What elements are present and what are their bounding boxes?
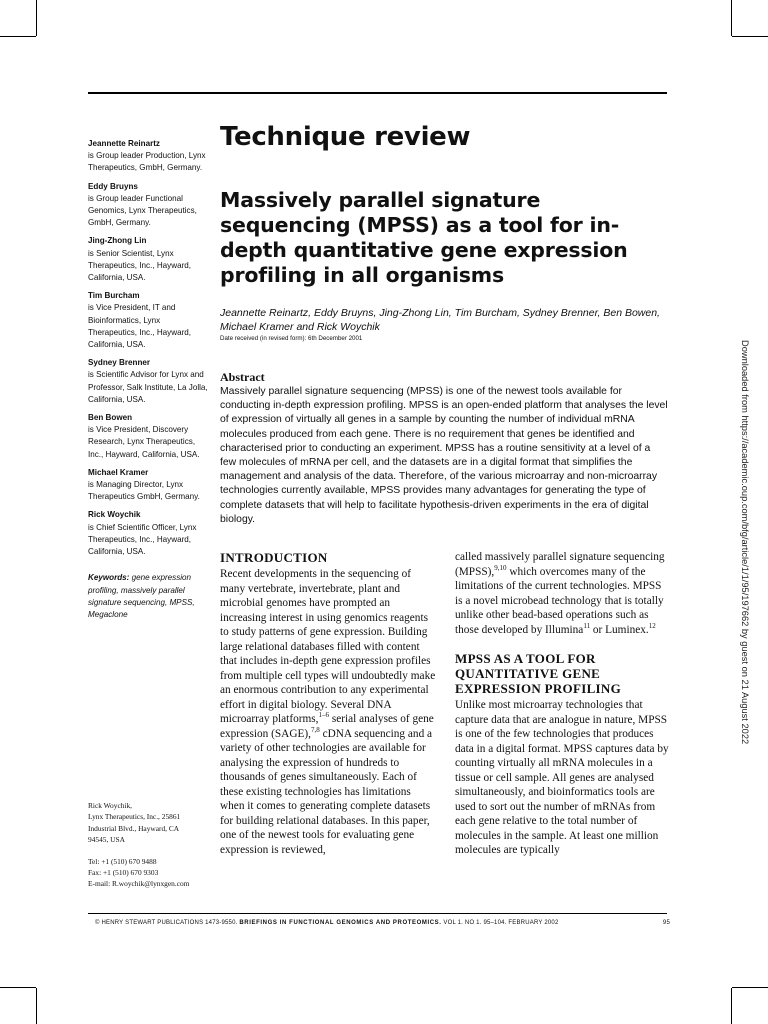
page-footer	[95, 920, 670, 926]
keywords-text: gene expression profiling, massively parallel signature sequencing, MPSS, Megaclone	[88, 573, 195, 619]
crop-mark	[731, 988, 732, 1024]
author-role: is Managing Director, Lynx Therapeutics GmbH, Germany.	[88, 480, 200, 502]
author-entry	[88, 509, 210, 558]
crop-mark	[731, 0, 732, 36]
crop-mark	[36, 0, 37, 36]
date-received: Date received (in revised form): 6th December 2001	[220, 335, 363, 342]
author-name: Eddy Bruyns	[88, 181, 138, 191]
author-entry	[88, 412, 210, 461]
text-run: or Luminex.	[590, 623, 649, 636]
author-name: Rick Woychik	[88, 510, 141, 520]
author-entry	[88, 357, 210, 406]
download-notice-text: Downloaded from https://academic.oup.com/bfg/article/1/1/95/197662 by guest on 21 August 2022	[740, 340, 750, 745]
citation: 12	[648, 621, 656, 630]
author-entry	[88, 181, 210, 230]
author-role: is Senior Scientist, Lynx Therapeutics, Inc., Hayward, California, USA.	[88, 248, 192, 283]
citation: 9,10	[494, 563, 507, 572]
citation: 7,8	[311, 725, 320, 734]
intro-paragraph	[220, 567, 436, 857]
author-role: is Chief Scientific Officer, Lynx Therapeutics, Inc., Hayward, California, USA.	[88, 522, 197, 557]
keywords-label: Keywords:	[88, 573, 130, 583]
author-role: is Group leader Production, Lynx Therapeutics, GmbH, Germany.	[88, 151, 206, 173]
text-run: called massively parallel signature sequencing (MPSS),	[455, 551, 665, 578]
author-name: Jing-Zhong Lin	[88, 236, 147, 246]
section2-heading: MPSS AS A TOOL FOR QUANTITATIVE GENE EXPRESSION PROFILING	[455, 651, 621, 696]
author-sidebar	[88, 138, 210, 621]
abstract-heading: Abstract	[220, 370, 265, 384]
article-authors: Jeannette Reinartz, Eddy Bruyns, Jing-Zhong Lin, Tim Burcham, Sydney Brenner, Ben Bowen, Michael Kramer and Rick Woychik	[220, 307, 660, 333]
contact-address: 94545, USA	[88, 835, 125, 845]
crop-mark	[732, 987, 768, 988]
author-role: is Scientific Advisor for Lynx and Professor, Salk Institute, La Jolla, California, USA.	[88, 370, 208, 404]
text-run: Recent developments in the sequencing of many vertebrate, invertebrate, plant and microbial genomes have prompted an increasing interest in using genomics reagents to study patterns of gene expression. Building large relational databases filled with content that includes in-depth gene expression profiles from multiple cell types will undoubtedly make an enormous contribution to any experimental effort in digital biology. Several DNA microarray platforms,	[220, 568, 436, 725]
author-role: is Vice President, IT and Bioinformatics, Lynx Therapeutics, Inc., Hayward, California, USA.	[88, 303, 192, 350]
citation: 1–6	[318, 711, 329, 719]
text-run: serial analyses of gene expression (SAGE),	[220, 713, 434, 740]
section-label: Technique review	[220, 122, 471, 152]
author-entry	[88, 467, 210, 504]
body-column-left	[220, 550, 436, 857]
author-name: Jeannette Reinartz	[88, 139, 160, 148]
crop-mark	[0, 36, 36, 37]
citation: 11	[583, 621, 591, 630]
footer-issue: VOL 1. NO 1. 95–104. FEBRUARY 2002	[443, 920, 559, 926]
correspondence-address	[88, 800, 213, 890]
keywords	[88, 572, 210, 621]
crop-mark	[36, 988, 37, 1024]
text-run: which overcomes many of the limitations of the current technologies. MPSS is a novel microbead technology that is totally unlike other bead-based operations such as those developed by Illumina	[455, 565, 664, 636]
article-title: Massively parallel signature sequencing (MPSS) as a tool for in-depth quantitative gene expression profiling in all organisms	[220, 188, 628, 287]
body-column-right	[455, 550, 671, 858]
abstract-text: Massively parallel signature sequencing (MPSS) is one of the newest tools available for conducting in-depth expression profiling. MPSS is an open-ended platform that analyses the level of expression of virtually all genes in a sample by counting the number of individual mRNA molecules produced from each gene. There is no requirement that genes be identified and characterised prior to conducting an experiment. MPSS has a routine sensitivity at a level of a few molecules of mRNA per cell, and the datasets are in a digital format that simplifies the management and analysis of the data. Therefore, of the various microarray and non-microarray technologies currently available, MPSS provides many advantages for generating the type of complete datasets that will help to facilitate hypothesis-driven experiments in the era of digital biology.	[220, 386, 668, 525]
contact-address: Lynx Therapeutics, Inc., 25861	[88, 812, 181, 822]
footer-journal: BRIEFINGS IN FUNCTIONAL GENOMICS AND PROTEOMICS.	[239, 920, 442, 926]
contact-name: Rick Woychik,	[88, 801, 133, 810]
author-role: is Vice President, Discovery Research, Lynx Therapeutics, Inc., Hayward, California, USA.	[88, 425, 200, 459]
author-name: Tim Burcham	[88, 291, 140, 301]
footer-rule	[88, 913, 667, 914]
download-notice	[738, 340, 758, 745]
section-label-wrap	[220, 120, 670, 154]
author-name: Ben Bowen	[88, 413, 133, 423]
crop-mark	[732, 36, 768, 37]
page-number: 95	[662, 920, 670, 926]
contact-fax: Fax: +1 (510) 670 9303	[88, 868, 159, 878]
contact-email: E-mail: R.woychik@lynxgen.com	[88, 879, 190, 889]
section2-paragraph: Unlike most microarray technologies that capture data that are analogue in nature, MPSS is one of the few technologies that produces data in a digital format. MPSS captures data by counting virtually all mRNA molecules in a tissue or cell sample. All genes are analysed simultaneously, and bioinformatics tools are used to sort out the number of mRNAs from each gene relative to the total number of molecules in the sample. At least one million molecules are typically	[455, 699, 669, 856]
author-name: Sydney Brenner	[88, 358, 151, 368]
intro-heading: INTRODUCTION	[220, 550, 328, 565]
text-run: cDNA sequencing and a variety of other technologies are available for analysing the expression of hundreds to thousands of genes simultaneously. Each of these existing technologies has limitations when it comes to generating complete datasets for building relational databases. In this paper, one of the newest tools for evaluating gene expression is reviewed,	[220, 727, 433, 856]
author-entry	[88, 138, 210, 175]
contact-address: Industrial Blvd., Hayward, CA	[88, 823, 180, 833]
footer-publisher: © HENRY STEWART PUBLICATIONS 1473-9550.	[95, 920, 238, 926]
author-name: Michael Kramer	[88, 467, 149, 477]
author-entry	[88, 235, 210, 284]
contact-tel: Tel: +1 (510) 670 9488	[88, 856, 157, 866]
crop-mark	[0, 987, 36, 988]
intro-paragraph-cont	[455, 550, 671, 637]
author-role: is Group leader Functional Genomics, Lynx Therapeutics, GmbH, Germany.	[88, 193, 197, 228]
author-entry	[88, 290, 210, 351]
header-rule	[88, 92, 667, 94]
